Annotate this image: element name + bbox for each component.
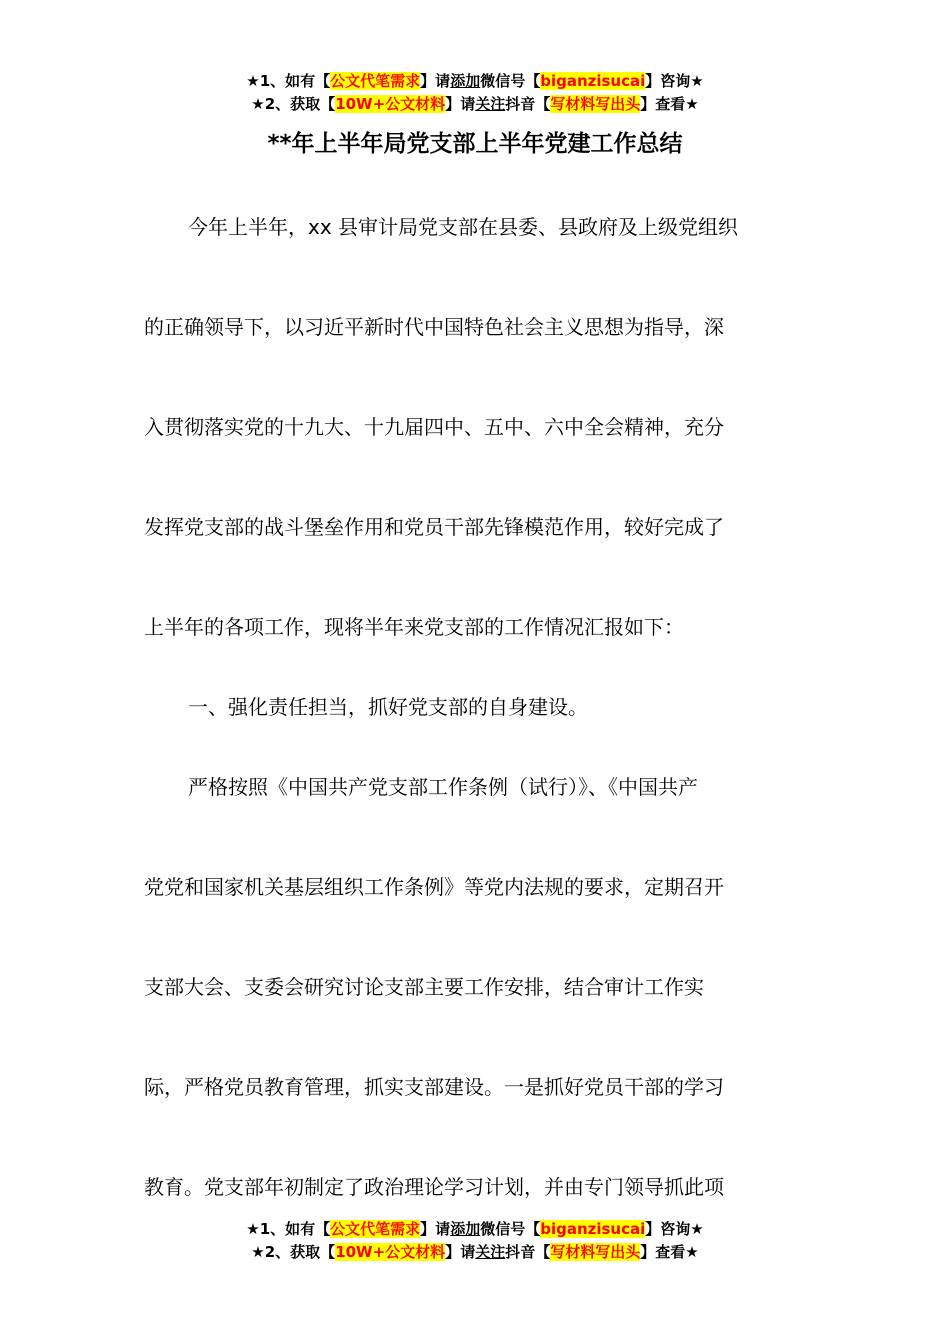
banner-underline: 添加 [450, 1220, 481, 1238]
top-banner-line-2 [0, 93, 950, 116]
banner-text: ★1、如有【 [246, 1220, 331, 1238]
banner-underline: 关注 [475, 95, 506, 113]
banner-text: 】咨询★ [645, 1220, 704, 1238]
body-line: 的正确领导下，以习近平新时代中国特色社会主义思想为指导，深 [144, 315, 724, 339]
banner-douyin-id: 写材料写出头 [550, 95, 641, 113]
banner-douyin-id: 写材料写出头 [550, 1243, 641, 1261]
banner-underline: 添加 [450, 72, 481, 90]
banner-underline: 关注 [475, 1243, 506, 1261]
banner-wechat-id: biganzisucai [540, 72, 646, 90]
banner-highlight: 10W+公文材料 [335, 95, 446, 113]
banner-text: ★2、获取【 [251, 1243, 336, 1261]
banner-text: 】请 [420, 1220, 451, 1238]
banner-text: 微信号【 [480, 72, 541, 90]
bottom-banner-line-2 [0, 1241, 950, 1264]
bottom-banner-line-1 [0, 1218, 950, 1241]
banner-text: 】请 [445, 95, 476, 113]
banner-text: ★2、获取【 [251, 95, 336, 113]
banner-text: 】查看★ [640, 95, 699, 113]
body-line: 入贯彻落实党的十九大、十九届四中、五中、六中全会精神，充分 [144, 415, 724, 439]
banner-text: 抖音【 [505, 1243, 551, 1261]
body-line: 支部大会、支委会研究讨论支部主要工作安排，结合审计工作实 [144, 975, 704, 999]
banner-text: 抖音【 [505, 95, 551, 113]
banner-highlight: 公文代笔需求 [330, 1220, 421, 1238]
document-title: **年上半年局党支部上半年党建工作总结 [267, 131, 683, 157]
banner-wechat-id: biganzisucai [540, 1220, 646, 1238]
bottom-banner [0, 1218, 950, 1264]
banner-text: 】请 [445, 1243, 476, 1261]
banner-text: 微信号【 [480, 1220, 541, 1238]
body-line: 党党和国家机关基层组织工作条例》等党内法规的要求，定期召开 [144, 875, 724, 899]
top-banner [0, 70, 950, 116]
banner-text: 】请 [420, 72, 451, 90]
body-line: 教育。党支部年初制定了政治理论学习计划，并由专门领导抓此项 [144, 1175, 724, 1199]
banner-highlight: 10W+公文材料 [335, 1243, 446, 1261]
body-line: 今年上半年，xx 县审计局党支部在县委、县政府及上级党组织 [188, 215, 739, 239]
banner-text: 】咨询★ [645, 72, 704, 90]
body-line: 发挥党支部的战斗堡垒作用和党员干部先锋模范作用，较好完成了 [144, 515, 724, 539]
body-line: 严格按照《中国共产党支部工作条例（试行）》、《中国共产 [188, 775, 698, 799]
banner-highlight: 公文代笔需求 [330, 72, 421, 90]
body-line: 际，严格党员教育管理，抓实支部建设。一是抓好党员干部的学习 [144, 1075, 724, 1099]
banner-text: ★1、如有【 [246, 72, 331, 90]
banner-text: 】查看★ [640, 1243, 699, 1261]
body-line: 上半年的各项工作，现将半年来党支部的工作情况汇报如下： [144, 615, 684, 639]
top-banner-line-1 [0, 70, 950, 93]
section-heading: 一、强化责任担当，抓好党支部的自身建设。 [188, 695, 588, 719]
